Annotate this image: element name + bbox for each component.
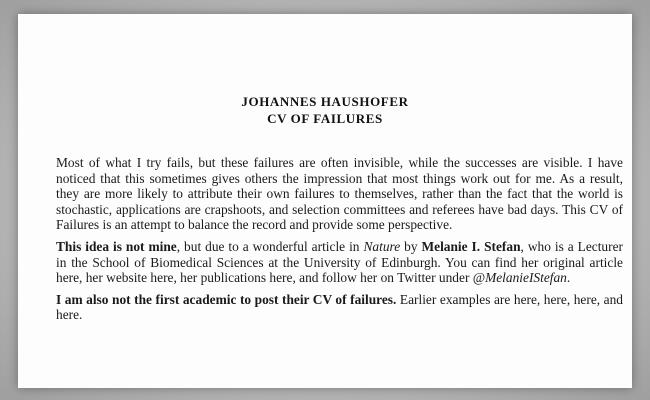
attribution-paragraph: [56, 239, 623, 286]
document-header: [18, 93, 632, 127]
attribution-text-a: , but due to a wonderful article in: [176, 238, 364, 254]
attribution-text-b: by: [400, 238, 422, 254]
attribution-text-d: .: [566, 270, 571, 286]
person-name: Melanie I. Stefan: [421, 238, 521, 254]
document-body: [56, 155, 623, 329]
intro-paragraph: Most of what I try fails, but these failures are often invisible, while the successes are visible. I have noticed that this sometimes gives others the impression that most things work out for me. As a result, they are more likely to attribute their own failures to themselves, rather than the fact that the world is stochastic, applications are crapshoots, and selection committees and referees have bad days. This CV of Failures is an attempt to balance the record and provide some perspective.: [56, 155, 623, 233]
twitter-handle: @MelanieIStefan: [472, 270, 567, 286]
document-page: [18, 14, 632, 388]
author-name: JOHANNES HAUSHOFER: [241, 94, 409, 109]
examples-paragraph: [56, 292, 623, 323]
examples-text: Earlier examples are here, here, here, and here.: [56, 291, 623, 323]
examples-lead: I am also not the first academic to post their CV of failures.: [56, 291, 397, 307]
document-title: CV OF FAILURES: [267, 111, 383, 126]
journal-name: Nature: [363, 238, 401, 254]
attribution-text-c: , who is a Lecturer in the School of Biomedical Sciences at the University of Edinburgh. You can find her original article here, her website here, her publications here, and follow her on Twitter under: [56, 238, 623, 286]
attribution-lead: This idea is not mine: [56, 238, 177, 254]
